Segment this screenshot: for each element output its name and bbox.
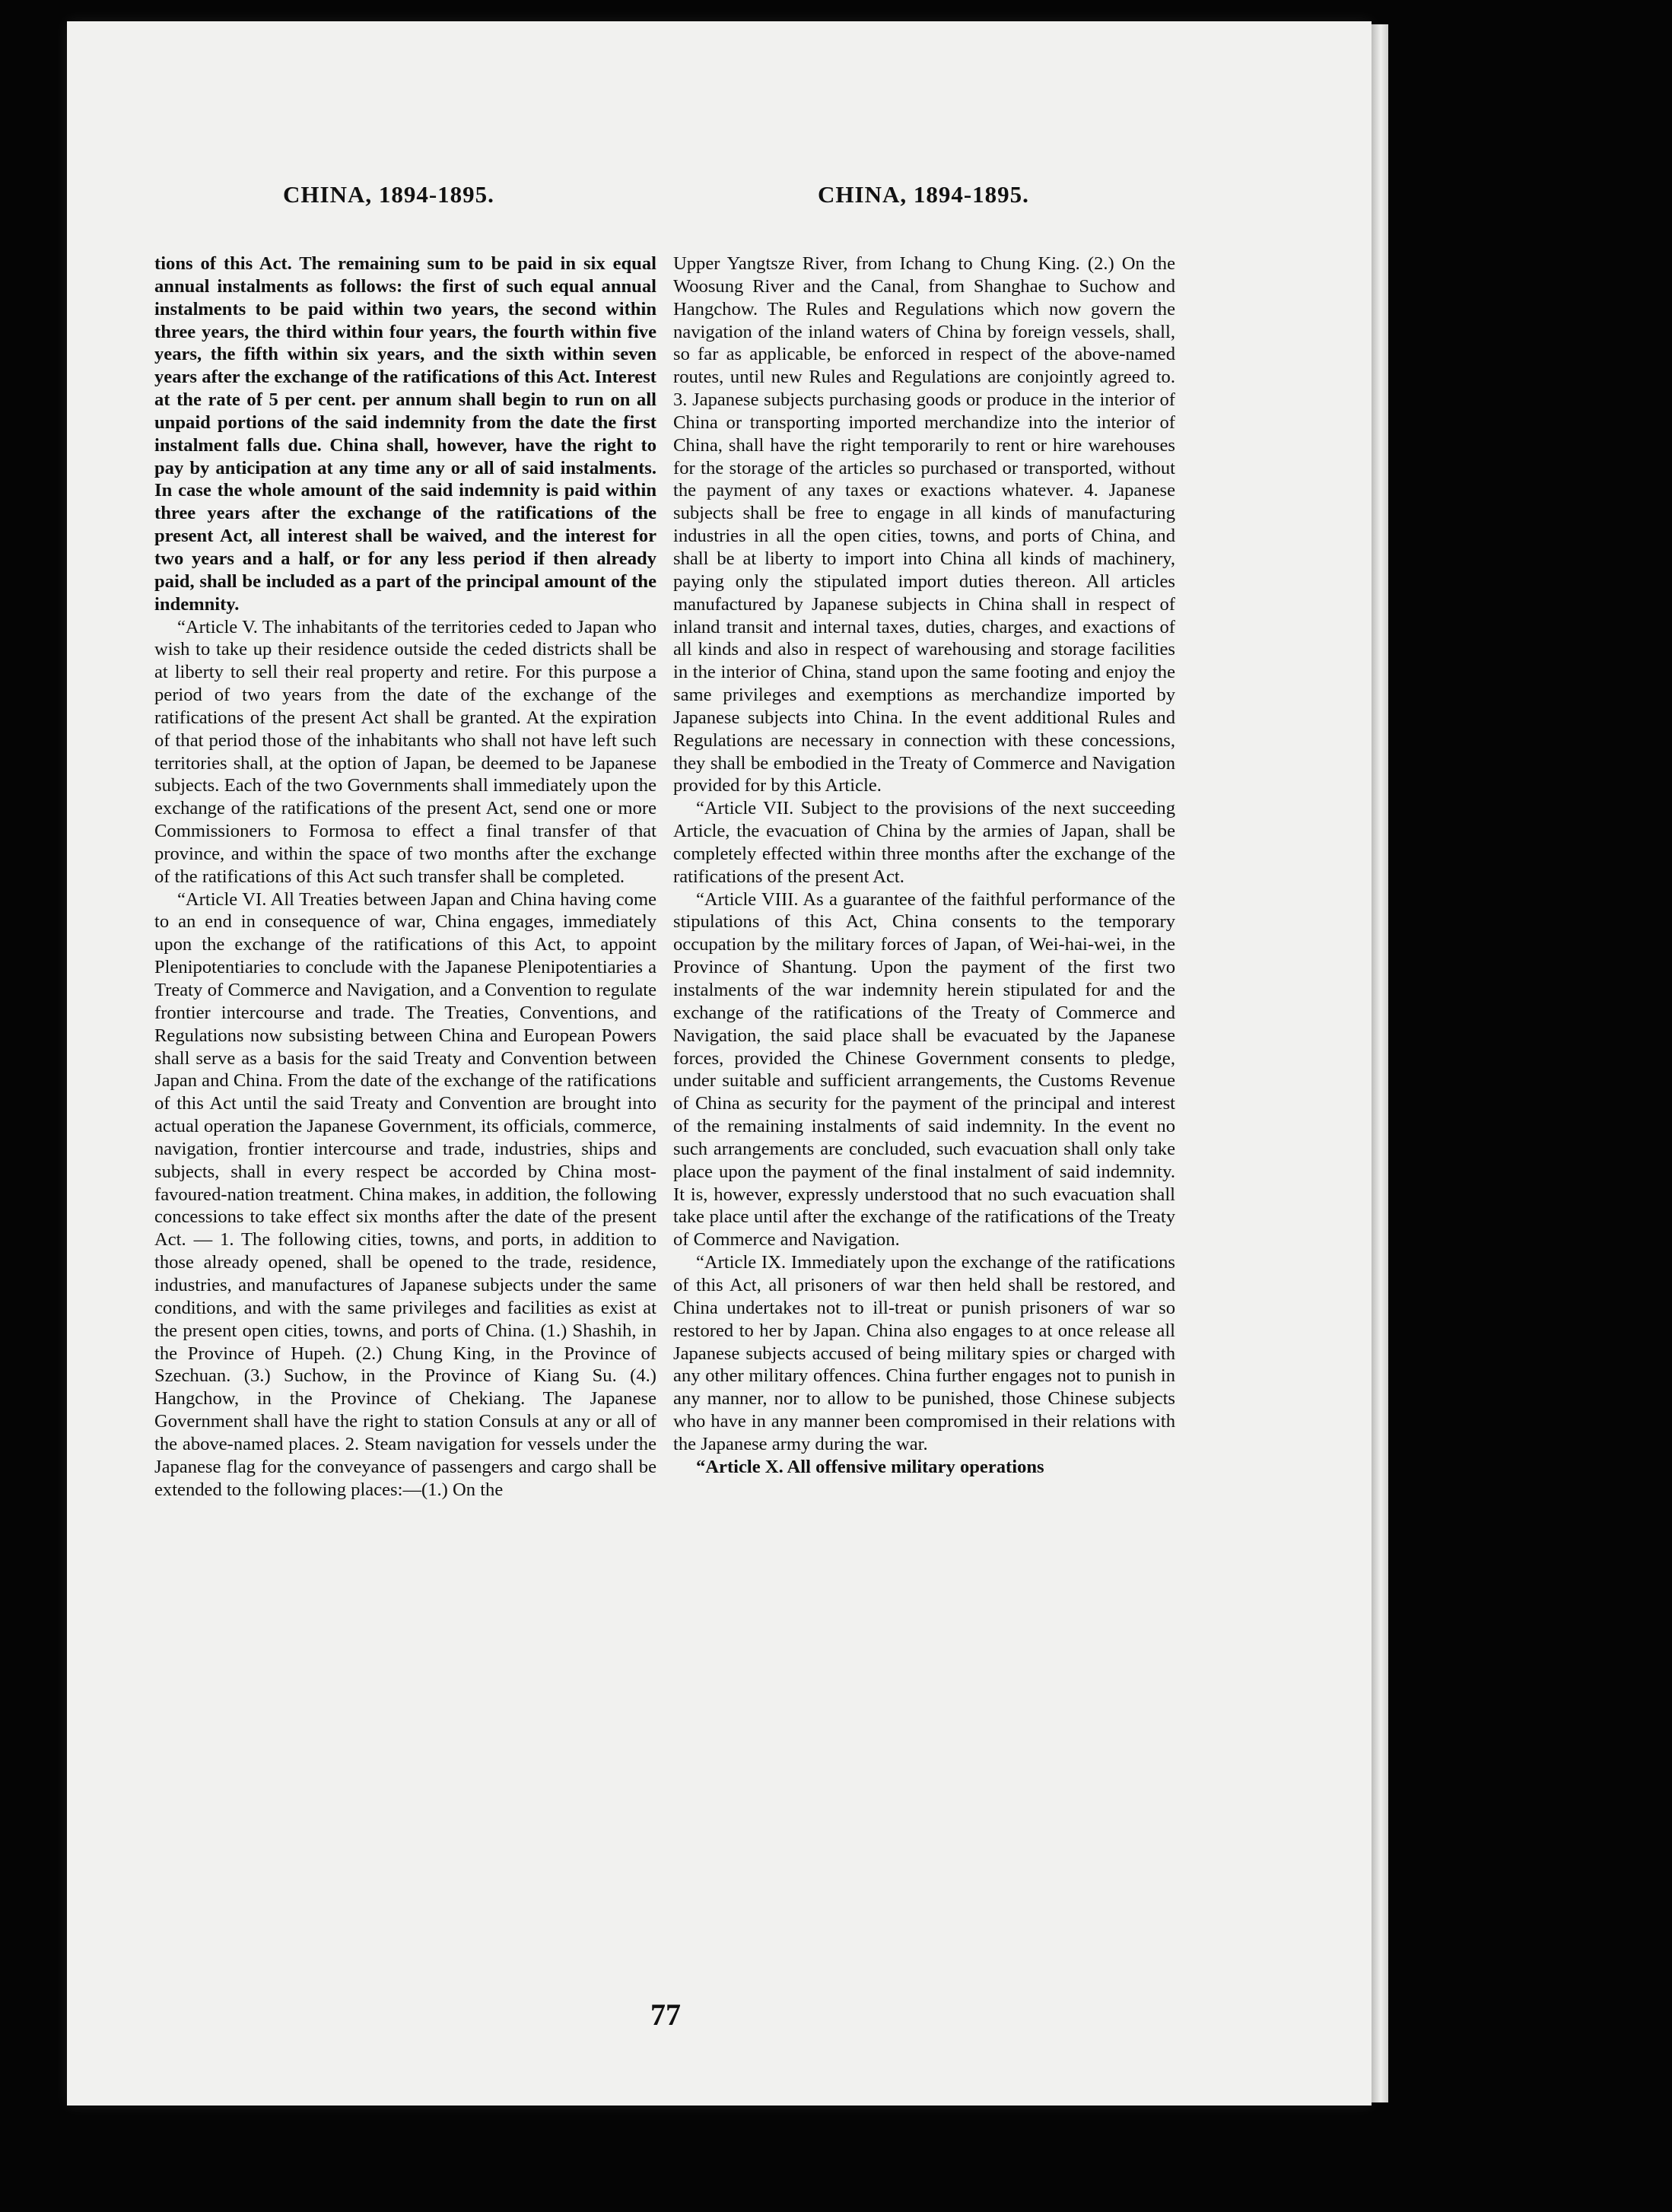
- paragraph-article-vi: “Article VI. All Treaties between Japan and China having come to an end in consequence of war, China engages, immediately upon the exchange of the ratifications of this Act, to appoint Plenipotentiaries to conclude with the Japanese Plenipotentiaries a Treaty of Commerce and Navigation, and a Convention to regulate frontier intercourse and trade. The Treaties, Conventions, and Regulations now subsisting between China and European Powers shall serve as a basis for the said Treaty and Convention between Japan and China. From the date of the exchange of the ratifications of this Act until the said Treaty and Convention are brought into actual operation the Japanese Government, its officials, commerce, navigation, frontier intercourse and trade, industries, ships and subjects, shall in every respect be accorded by China most-favoured-nation treatment. China makes, in addition, the following concessions to take effect six months after the date of the present Act. — 1. The following cities, towns, and ports, in addition to those already opened, shall be opened to the trade, residence, industries, and manufactures of Japanese subjects under the same conditions, and with the same privileges and facilities as exist at the present open cities, towns, and ports of China. (1.) Shashih, in the Province of Hupeh. (2.) Chung King, in the Province of Szechuan. (3.) Suchow, in the Province of Kiang Su. (4.) Hangchow, in the Province of Chekiang. The Japanese Government shall have the right to station Consuls at any or all of the above-named places. 2. Steam navigation for vessels under the Japanese flag for the conveyance of passengers and cargo shall be extended to the following places:—(1.) On the: [154, 888, 656, 1500]
- page-number: 77: [650, 1997, 681, 2032]
- text-column-left: [154, 253, 656, 1501]
- paragraph-indemnity-continuation: tions of this Act. The remaining sum to be paid in six equal annual instalments as follows: the first of such equal annual instalments to be paid within two years, the second within three years, the third within four years, the fourth within five years, the fifth within six years, and the sixth within seven years after the exchange of the ratifications of this Act. Interest at the rate of 5 per cent. per annum shall begin to run on all unpaid portions of the said indemnity from the date the first instalment falls due. China shall, however, have the right to pay by anticipation at any time any or all of said instalments. In case the whole amount of the said indemnity is paid within three years after the exchange of the ratifications of the present Act, all interest shall be waived, and the interest for two years and a half, or for any less period if then already paid, shall be included as a part of the principal amount of the indemnity.: [154, 253, 656, 615]
- paragraph-article-vii: “Article VII. Subject to the provisions of the next succeeding Article, the evacuation of China by the armies of Japan, shall be completely effected within three months after the exchange of the ratifications of the present Act.: [673, 798, 1175, 887]
- paragraph-article-v: “Article V. The inhabitants of the territories ceded to Japan who wish to take up their residence outside the ceded districts shall be at liberty to sell their real property and retire. For this purpose a period of two years from the date of the exchange of the ratifications of the present Act shall be granted. At the expiration of that period those of the inhabitants who shall not have left such territories shall, at the option of Japan, be deemed to be Japanese subjects. Each of the two Governments shall immediately upon the exchange of the ratifications of the present Act, send one or more Commissioners to Formosa to effect a final transfer of that province, and within the space of two months after the exchange of the ratifications of this Act such transfer shall be completed.: [154, 616, 656, 887]
- paragraph-article-ix: “Article IX. Immediately upon the exchange of the ratifications of this Act, all prisoners of war then held shall be restored, and China undertakes not to ill-treat or punish prisoners of war so restored to her by Japan. China also engages to at once release all Japanese subjects accused of being military spies or charged with any other military offences. China further engages not to punish in any manner, nor to allow to be punished, those Chinese subjects who have in any manner been compromised in their relations with the Japanese army during the war.: [673, 1252, 1175, 1454]
- page-edge-shadow: [1372, 24, 1388, 2102]
- paragraph-article-vi-continuation: Upper Yangtsze River, from Ichang to Chung King. (2.) On the Woosung River and the Canal, from Shanghae to Suchow and Hangchow. The Rules and Regulations which now govern the navigation of the inland waters of China by foreign vessels, shall, so far as applicable, be enforced in respect of the above-named routes, until new Rules and Regulations are conjointly agreed to. 3. Japanese subjects purchasing goods or produce in the interior of China or transporting imported merchandize into the interior of China, shall have the right temporarily to rent or hire warehouses for the storage of the articles so purchased or transported, without the payment of any taxes or exactions whatever. 4. Japanese subjects shall be free to engage in all kinds of manufacturing industries in all the open cities, towns, and ports of China, and shall be at liberty to import into China all kinds of machinery, paying only the stipulated import duties thereon. All articles manufactured by Japanese subjects in China shall in respect of inland transit and internal taxes, duties, charges, and exactions of all kinds and also in respect of warehousing and storage facilities in the interior of China, stand upon the same footing and enjoy the same privileges and exemptions as merchandize imported by Japanese subjects into China. In the event additional Rules and Regulations are necessary in connection with these concessions, they shall be embodied in the Treaty of Commerce and Navigation provided for by this Article.: [673, 253, 1175, 796]
- paragraph-article-x: “Article X. All offensive military operations: [696, 1456, 1044, 1477]
- running-header-right: CHINA, 1894-1895.: [818, 181, 1029, 208]
- text-column-right: [673, 253, 1175, 1479]
- running-header-left: CHINA, 1894-1895.: [283, 181, 494, 208]
- paragraph-article-viii: “Article VIII. As a guarantee of the faithful performance of the stipulations of this Act, China consents to the temporary occupation by the military forces of Japan, of Wei-hai-wei, in the Province of Shantung. Upon the payment of the first two instalments of the war indemnity herein stipulated for and the exchange of the ratifications of the Treaty of Commerce and Navigation, the said place shall be evacuated by the Japanese forces, provided the Chinese Government consents to pledge, under suitable and sufficient arrangements, the Customs Revenue of China as security for the payment of the principal and interest of the remaining instalments of said indemnity. In the event no such arrangements are concluded, such evacuation shall only take place upon the payment of the final instalment of said indemnity. It is, however, expressly understood that no such evacuation shall take place until after the exchange of the ratifications of the Treaty of Commerce and Navigation.: [673, 888, 1175, 1251]
